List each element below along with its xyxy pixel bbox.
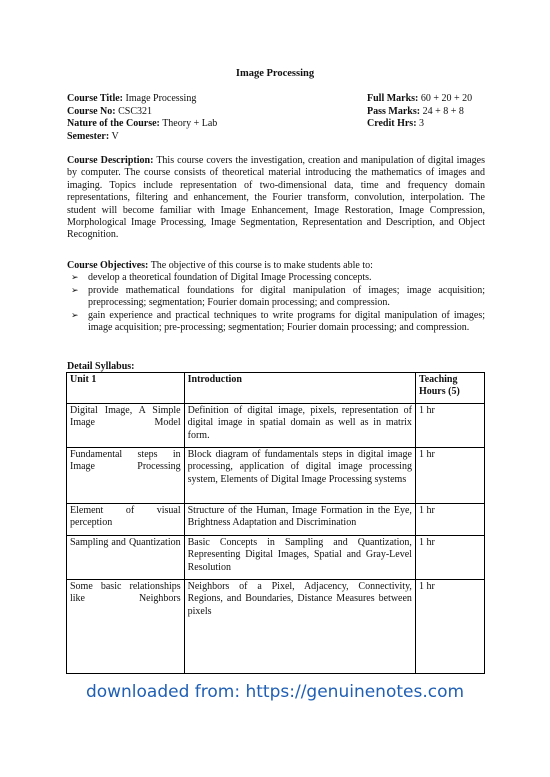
pass-marks-label: Pass Marks:	[367, 105, 421, 117]
arrow-bullet-icon: ➢	[71, 310, 79, 321]
course-title-value: Image Processing	[125, 93, 197, 104]
unit-cell: Fundamental steps in Image Processing	[67, 447, 185, 503]
arrow-bullet-icon: ➢	[71, 273, 79, 284]
credit-value: 3	[419, 118, 425, 129]
semester-value: V	[111, 130, 119, 142]
semester-label: Semester:	[67, 130, 110, 142]
download-watermark: downloaded from: https://genuinenotes.com	[85, 682, 465, 702]
objective-item: ➢ develop a theoretical foundation of Digital Image Processing concepts.	[71, 272, 372, 284]
unit-cell: Sampling and Quantization	[67, 535, 185, 579]
topic-cell: Structure of the Human, Image Formation in the Eye, Brightness Adaptation and Discrimination	[184, 503, 415, 535]
objective-item: ➢ provide mathematical foundations for digital manipulation of images; image acquisition; preprocessing; segmentation; Fourier domain processing; and compression.	[71, 284, 485, 309]
syllabus-heading: Detail Syllabus:	[67, 361, 135, 372]
nature-label: Nature of the Course:	[67, 118, 160, 129]
table-row	[67, 535, 485, 579]
full-marks-label: Full Marks:	[367, 93, 419, 104]
hours-cell: 1 hr	[415, 503, 484, 535]
pass-marks-value: 24 + 8 + 8	[422, 105, 464, 117]
hours-cell: 1 hr	[415, 447, 484, 503]
page-title: Image Processing	[235, 68, 315, 79]
table-row	[67, 447, 485, 503]
table-header-row	[67, 373, 485, 404]
objectives-label: Course Objectives:	[67, 260, 149, 271]
topic-cell: Basic Concepts in Sampling and Quantization, Representing Digital Images, Spatial and Gray-Level Resolution	[184, 535, 415, 579]
topic-cell: Block diagram of fundamentals steps in digital image processing, application of digital image processing system, Elements of Digital Image Processing systems	[184, 447, 415, 503]
table-row	[67, 503, 485, 535]
hours-header: Teaching Hours (5)	[415, 373, 484, 404]
topic-header: Introduction	[184, 373, 415, 404]
objective-item: ➢ gain experience and practical techniques to write programs for digital manipulation of images; image acquisition; pre-processing; segmentation; Fourier domain processing; and compression.	[71, 309, 485, 334]
objectives-intro: The objective of this course is to make students able to:	[150, 260, 373, 271]
table-row	[67, 579, 485, 673]
meta-row-4	[67, 131, 487, 144]
table-row	[67, 403, 485, 447]
arrow-bullet-icon: ➢	[71, 285, 79, 296]
syllabus-table	[66, 372, 485, 674]
course-no-value: CSC321	[118, 105, 153, 117]
meta-row-2	[67, 106, 487, 119]
course-objectives	[67, 260, 485, 334]
unit-cell: Digital Image, A Simple Image Model	[67, 403, 185, 447]
topic-cell: Neighbors of a Pixel, Adjacency, Connectivity, Regions, and Boundaries, Distance Measures between pixels	[184, 579, 415, 673]
meta-row-1	[67, 93, 487, 106]
course-title-label: Course Title:	[67, 93, 124, 104]
description-label: Course Description:	[67, 155, 154, 166]
hours-cell: 1 hr	[415, 403, 484, 447]
meta-row-3	[67, 118, 487, 131]
credit-label: Credit Hrs:	[367, 118, 417, 129]
unit-header: Unit 1	[67, 373, 185, 404]
unit-cell: Element of visual perception	[67, 503, 185, 535]
unit-cell: Some basic relationships like Neighbors	[67, 579, 185, 673]
course-meta	[67, 93, 487, 143]
course-no-label: Course No:	[67, 105, 116, 117]
nature-value: Theory + Lab	[162, 118, 218, 129]
topic-cell: Definition of digital image, pixels, representation of digital image in spatial domain as well as in matrix form.	[184, 403, 415, 447]
objectives-list	[67, 272, 485, 334]
full-marks-value: 60 + 20 + 20	[420, 93, 473, 104]
course-description	[67, 155, 485, 242]
description-text: This course covers the investigation, creation and manipulation of digital images by computer. The course consists of theoretical material introducing the mathematics of images and imaging. Topics include representation of two-dimensional data, time and frequency domain representations, filtering and enhancement, the Fourier transform, convolution, interpolation. The student will become familiar with Image Enhancement, Image Restoration, Image Compression, Morphological Image Processing, Image Segmentation, Representation and Description, and Object Recognition.	[67, 155, 486, 241]
hours-cell: 1 hr	[415, 535, 484, 579]
hours-cell: 1 hr	[415, 579, 484, 673]
